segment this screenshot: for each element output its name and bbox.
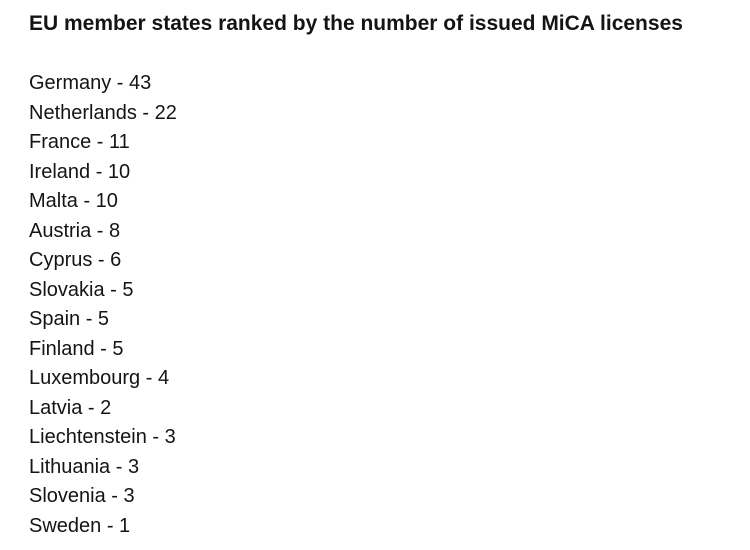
list-item: Malta - 10 [29, 190, 118, 212]
page-title: EU member states ranked by the number of issued MiCA licenses [29, 12, 683, 35]
license-list [29, 69, 730, 541]
list-item: Cyprus - 6 [29, 249, 122, 271]
list-item: Austria - 8 [29, 219, 121, 242]
list-item: Lithuania - 3 [29, 455, 140, 478]
list-item: Finland - 5 [29, 337, 124, 360]
list-item: Latvia - 2 [29, 396, 112, 419]
list-item: Slovakia - 5 [29, 278, 134, 301]
list-item: Slovenia - 3 [29, 485, 135, 507]
list-item: Germany - 43 [29, 72, 152, 94]
list-item: France - 11 [29, 131, 130, 153]
list-item: Spain - 5 [29, 308, 110, 330]
list-item: Luxembourg - 4 [29, 367, 170, 389]
list-item: Liechtenstein - 3 [29, 426, 176, 448]
list-item: Netherlands - 22 [29, 101, 177, 124]
list-item: Ireland - 10 [29, 160, 131, 183]
list-item: Sweden - 1 [29, 514, 131, 537]
